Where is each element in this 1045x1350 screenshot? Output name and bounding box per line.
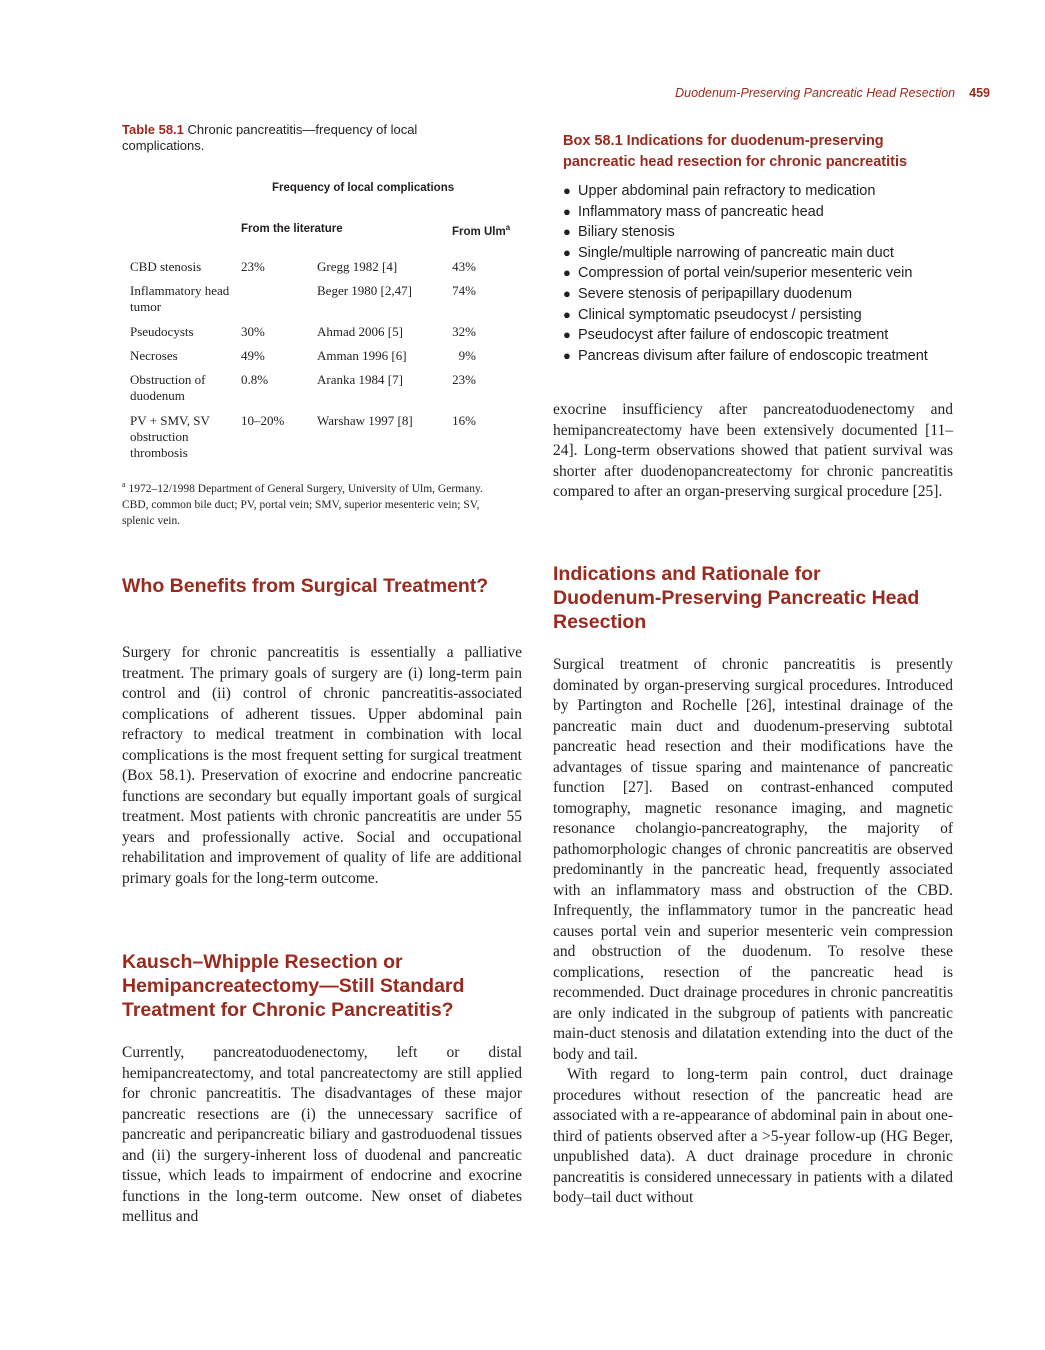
list-item-text: Severe stenosis of peripapillary duodenum (578, 285, 853, 302)
row-percent: 10–20% (241, 413, 285, 428)
list-item-text: Inflammatory mass of pancreatic head (578, 203, 824, 220)
row-percent: 30% (241, 324, 265, 339)
paragraph-text: With regard to long-term pain control, duct drainage procedures without resection of the pancreatic head are associated with a re-appearance of abdominal pain in about one-third of patients observed after a >5-year follow-up (HG Beger, unpublished data). A duct drainage procedure in chronic pancreatitis is considered unnecessary in patients with a dilated body–tail duct without (553, 1066, 953, 1206)
paragraph-text: Surgical treatment of chronic pancreatitis is presently dominated by organ-preserving surgical procedures. Introduced by Partington and Rochelle [26], intestinal drainage of the pancreatic main duct and duodenum-preserving subtotal pancreatic head resection and their modifications have the advantages of tissue sparing and maintenance of pancreatic function [27]. Based on contrast-enhanced computed tomography, magnetic resonance imaging, and magnetic resonance cholangio-pancreatography, the majority of pathomorphologic changes of chronic pancreatitis are observed predominantly in the pancreatic head, frequently associated with an inflammatory mass and obstruction of the CBD. Infrequently, the inflammatory tumor in the pancreatic head causes portal vein and superior mesenteric vein compression and obstruction of the duodenum. To resolve these complications, resection of the pancreatic head is recommended. Duct drainage procedures in chronic pancreatitis are only indicated in the subgroup of patients with pancreatic main-duct stenosis and dilatation extending into the duct of the body and tail. (553, 656, 953, 1063)
list-item-text: Pancreas divisum after failure of endoscopic treatment (578, 347, 928, 364)
bullet-icon: ● (563, 224, 571, 240)
paragraph-text: Surgery for chronic pancreatitis is essentially a palliative treatment. The primary goals of surgery are (i) long-term pain control and (ii) control of chronic pancreatitis-associated complications of adherent tissues. Upper abdominal pain refractory to medical treatment in combination with local complications is the most frequent setting for surgical treatment (Box 58.1). Preservation of exocrine and endocrine pancreatic functions are secondary but equally important goals of surgical treatment. Most patients with chronic pancreatitis are under 55 years and professionally active. Social and occupational rehabilitation and improvement of quality of life are additional primary goals for the long-term outcome. (122, 644, 522, 887)
list-item (563, 284, 928, 305)
row-reference: Beger 1980 [2,47] (317, 283, 412, 298)
paragraph-text: Currently, pancreatoduodenectomy, left or distal hemipancreatectomy, and total pancreatectomy are still applied for chronic pancreatitis. The disadvantages of these major pancreatic resections are (i) the unnecessary sacrifice of pancreatic and peripancreatic biliary and gastroduodenal tissues and (ii) the surgery-inherent loss of duodenal and pancreatic tissue, which leads to impairment of endocrine and exocrine functions in the long-term outcome. New onset of diabetes mellitus and (122, 1044, 522, 1225)
row-label: PV + SMV, SV obstruction thrombosis (130, 413, 210, 460)
row-ulm: 32% (452, 324, 476, 339)
paragraph-text: exocrine insufficiency after pancreatoduodenectomy and hemipancreatectomy have been extensively documented [11–24]. Long-term observations showed that patient survival was shorter after duodenopancreatectomy for chronic pancreatitis compared to after an organ-preserving surgical procedure [25]. (553, 401, 953, 500)
table-header-literature: From the literature (241, 223, 343, 235)
list-item (563, 325, 928, 346)
bullet-icon: ● (563, 183, 571, 198)
list-item-text: Clinical symptomatic pseudocyst / persisting (578, 306, 862, 323)
row-label: Pseudocysts (130, 324, 194, 339)
row-label: Obstruction of duodenum (130, 372, 206, 403)
list-item-text: Compression of portal vein/superior mesenteric vein (578, 265, 913, 282)
bullet-icon: ● (563, 327, 571, 343)
table-header-ulm-sup: a (505, 223, 511, 232)
row-reference: Ahmad 2006 [5] (317, 324, 403, 339)
row-percent: 49% (241, 348, 265, 363)
row-ulm: 43% (452, 259, 476, 274)
table-header-ulm (452, 223, 510, 238)
list-item (563, 181, 928, 202)
list-item (563, 243, 928, 264)
bullet-icon: ● (563, 347, 571, 363)
row-reference: Gregg 1982 [4] (317, 259, 398, 274)
row-label: CBD stenosis (130, 259, 202, 274)
running-head (675, 86, 990, 100)
row-label: Inflammatory head tumor (130, 283, 230, 314)
page-number: 459 (969, 86, 990, 100)
bullet-icon: ● (563, 203, 571, 219)
list-item (563, 222, 928, 243)
left-paragraph-1 (122, 643, 522, 889)
list-item (563, 346, 928, 367)
heading-indications: Indications and Rationale for Duodenum-Preserving Pancreatic Head Resection (553, 563, 920, 633)
table-header-main: Frequency of local complications (272, 182, 455, 194)
row-reference: Aranka 1984 [7] (317, 372, 403, 387)
heading-kausch-whipple: Kausch–Whipple Resection or Hemipancreatectomy—Still Standard Treatment for Chronic Pancreatitis? (122, 951, 465, 1021)
box-list (563, 181, 928, 366)
table-footnote (122, 477, 512, 529)
table-caption-text: Chronic pancreatitis—frequency of local complications. (122, 122, 418, 153)
row-percent: 0.8% (241, 372, 269, 387)
row-ulm: 16% (452, 413, 476, 428)
running-head-title: Duodenum-Preserving Pancreatic Head Resection (675, 86, 956, 100)
table-abbreviations: CBD, common bile duct; PV, portal vein; SMV, superior mesenteric vein; SV, splenic vein. (122, 498, 480, 527)
bullet-icon: ● (563, 244, 571, 260)
row-label: Necroses (130, 348, 178, 363)
right-paragraph-1 (553, 400, 953, 503)
row-percent: 23% (241, 259, 265, 274)
row-reference: Warshaw 1997 [8] (317, 413, 413, 428)
list-item (563, 263, 928, 284)
right-paragraph-2 (553, 655, 953, 1209)
list-item-text: Single/multiple narrowing of pancreatic main duct (578, 244, 894, 261)
bullet-icon: ● (563, 285, 571, 301)
row-ulm: 74% (452, 283, 476, 298)
table-caption (122, 122, 502, 154)
row-ulm: 9% (458, 348, 476, 363)
list-item (563, 305, 928, 326)
box-title: Box 58.1 Indications for duodenum-preserving pancreatic head resection for chronic pancreatitis (563, 133, 908, 170)
heading-who-benefits: Who Benefits from Surgical Treatment? (122, 575, 489, 597)
left-paragraph-2 (122, 1043, 522, 1228)
list-item (563, 202, 928, 223)
list-item-text: Upper abdominal pain refractory to medication (578, 183, 876, 199)
list-item-text: Pseudocyst after failure of endoscopic treatment (578, 327, 889, 344)
table-header-ulm-text: From Ulm (452, 225, 506, 238)
table-label: Table 58.1 (122, 122, 184, 137)
bullet-icon: ● (563, 265, 571, 281)
footnote-marker: a (122, 480, 126, 489)
row-ulm: 23% (452, 372, 476, 387)
row-reference: Amman 1996 [6] (317, 348, 407, 363)
bullet-icon: ● (563, 306, 571, 322)
list-item-text: Biliary stenosis (578, 224, 675, 241)
footnote-text: 1972–12/1998 Department of General Surgery, University of Ulm, Germany. (128, 482, 483, 495)
